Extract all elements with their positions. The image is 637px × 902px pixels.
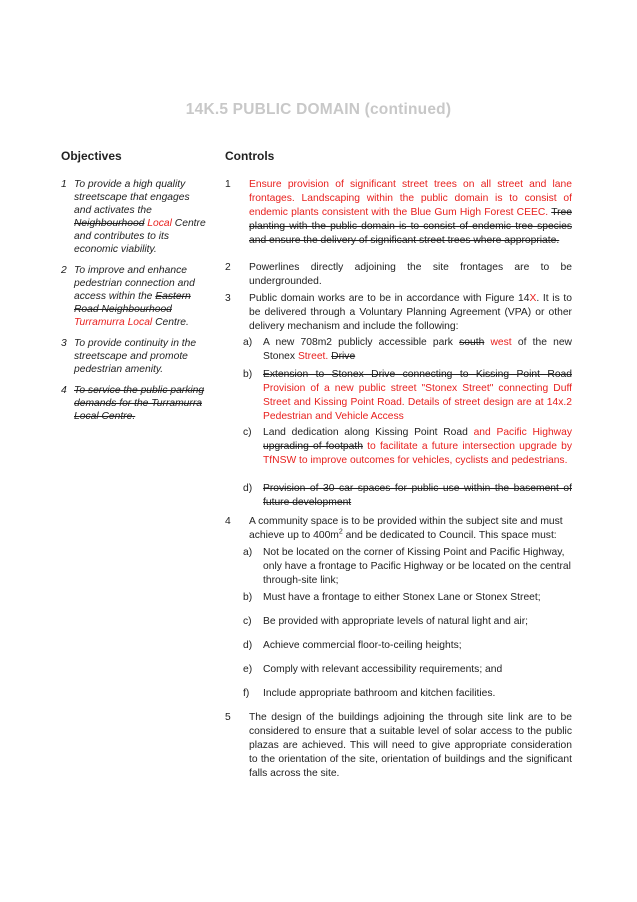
objective-3: 3 To provide continuity in the streetscape and promote pedestrian amenity. [61,338,197,375]
control-4f: f) Include appropriate bathroom and kitchen facilities. [243,688,496,699]
inserted-text: to facilitate a future intersection upgrade by TfNSW to improve outcomes for vehicles, cyclists and pedestrians. [263,441,573,466]
control-4: 4 A community space is to be provided within the subject site and must achieve up to $400m^2$ and be dedicated to Council. This space must: [225,516,563,541]
deleted-text: upgrading of footpath [263,441,363,452]
control-2: 2 Powerlines directly adjoining the site frontages are to be undergrounded. [225,262,572,287]
page-title: 14K.5 PUBLIC DOMAIN (continued) [185,101,452,118]
control-3b: b) Extension to Stonex Drive connecting to Kissing Point Road Provision of a new public street "Stonex Street" connecting Duff Street and Kissing Point Road. Details of street design are at 14x.2 Pedestrian and Vehicle Access [243,369,572,422]
deleted-text: Eastern Road Neighbourhood [74,291,191,315]
inserted-text: and Pacific Highway [473,427,572,438]
inserted-text: Turramurra Local [74,317,153,328]
control-3d: d) Provision of 30 car spaces for public use within the basement of future development [243,483,572,508]
control-4d: d) Achieve commercial floor-to-ceiling heights; [243,640,462,651]
control-4a: a) Not be located on the corner of Kissing Point and Pacific Highway, only have a frontage to Pacific Highway or be located on the central through-site link; [243,547,571,586]
control-3: 3 Public domain works are to be in accordance with Figure 14X. It is to be delivered through a Voluntary Planning Agreement (VPA) or other delivery mechanism and include the following: [225,293,572,332]
objective-2: 2 To improve and enhance pedestrian connection and access within the Eastern Road Neighbourhood Turramurra Local Centre. [61,265,195,328]
deleted-text: Extension to Stonex Drive connecting to Kissing Point Road [263,369,572,380]
control-4c: c) Be provided with appropriate levels of natural light and air; [243,616,529,627]
inserted-text: Provision of a new public street "Stonex Street" connecting Duff Street and Kissing Point Road. Details of street design are at 14x.2 Pedestrian and Vehicle Access [263,383,572,422]
control-5: 5 The design of the buildings adjoining the through site link are to be considered to ensure that a suitable level of solar access to the public plazas are achieved. This will need to give appropriate consideration to the orientation of the site, orientation of buildings and the significant falls across the site. [225,712,572,779]
control-3c: c) Land dedication along Kissing Point Road and Pacific Highway upgrading of footpath to facilitate a future intersection upgrade by TfNSW to improve outcomes for vehicles, cyclists and pedestrians. [243,427,573,466]
inserted-text: west [490,337,512,348]
objectives-heading: Objectives [61,149,122,163]
inserted-text: X [529,293,537,304]
control-3a: a) A new 708m2 publicly accessible park south west of the new Stonex Street. Drive [243,337,572,362]
deleted-text: south [459,337,485,348]
control-1: 1 Ensure provision of significant street trees on all street and lane frontages. Landscaping within the public domain is to consist of endemic plants consistent with the Blue Gum High Forest CEEC. Tree planting with the public domain is to consist of endemic tree species and ensure the delivery of significant street trees where appropriate. [225,179,572,246]
deleted-text: Drive [331,351,356,362]
control-4e: e) Comply with relevant accessibility requirements; and [243,664,503,675]
inserted-text: Ensure provision of significant street trees on all street and lane frontages. Landscaping within the public domain is to consist of endemic plants consistent with the Blue Gum High Forest CEEC. [249,179,572,218]
objective-1: 1 To provide a high quality streetscape that engages and activates the Neighbourhood Local Centre and contributes to its economic viability. [61,179,206,255]
deleted-text: Tree planting with the public domain is to consist of endemic tree species and ensure the delivery of significant street trees where appropriate. [249,207,572,246]
inserted-text: Street. [297,351,329,362]
deleted-text: Neighbourhood [74,218,145,229]
objective-4: 4 To service the public parking demands for the Turramurra Local Centre. [61,385,205,422]
inserted-text: Local [147,218,172,229]
control-4b: b) Must have a frontage to either Stonex Lane or Stonex Street; [243,592,541,603]
controls-heading: Controls [225,149,275,163]
